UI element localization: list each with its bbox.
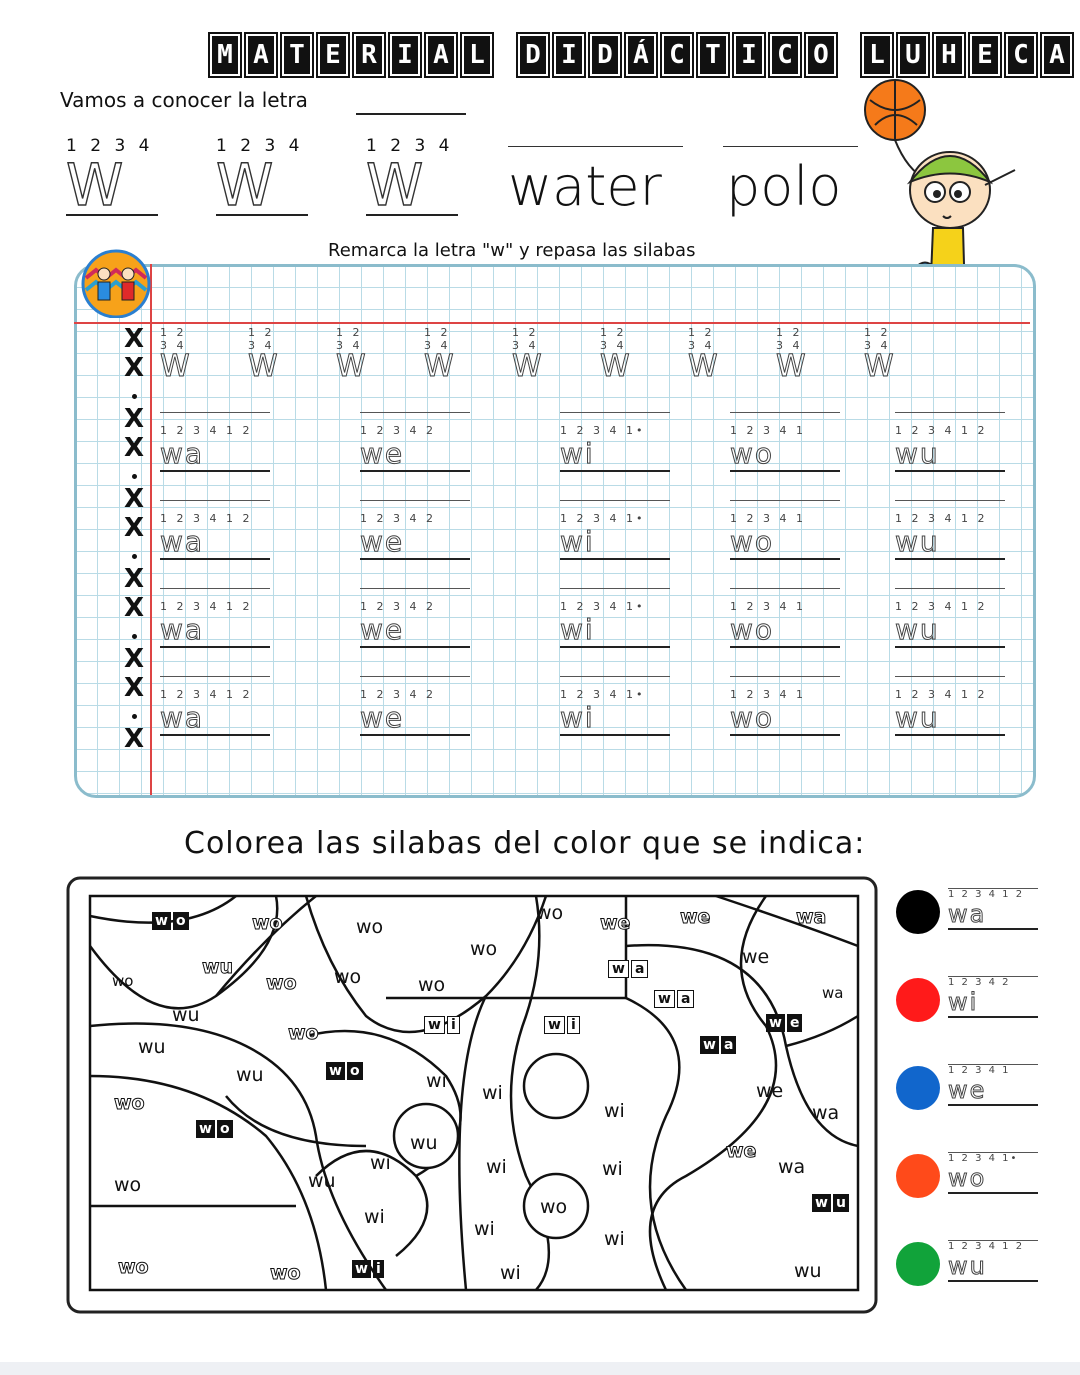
title-letter: M bbox=[210, 34, 240, 76]
row-x: X bbox=[124, 644, 145, 674]
stroke-numbers: 1 2 3 4 1 2 bbox=[160, 600, 253, 613]
stroke-numbers: 1 2 3 4 bbox=[366, 136, 454, 156]
boxed-letter: w bbox=[766, 1014, 785, 1032]
coloring-syllable: wi bbox=[604, 1228, 625, 1250]
trace-syllable: wu bbox=[895, 437, 1005, 472]
row-dot bbox=[132, 714, 137, 719]
title-letter: C bbox=[1006, 34, 1036, 76]
stroke-numbers: 1 2 3 4 bbox=[66, 136, 154, 156]
trace-w-2 bbox=[216, 136, 308, 219]
coloring-syllable: we bbox=[726, 1140, 757, 1162]
legend-syllable bbox=[948, 1240, 1038, 1282]
answer-line bbox=[356, 113, 466, 115]
coloring-syllable: wi bbox=[482, 1082, 503, 1104]
legend-syllable bbox=[948, 1064, 1038, 1106]
title-letter: T bbox=[282, 34, 312, 76]
boxed-syllable bbox=[424, 1016, 460, 1034]
title-letter: U bbox=[898, 34, 928, 76]
boxed-letter: u bbox=[833, 1194, 849, 1212]
guide-line bbox=[560, 500, 670, 501]
stroke-numbers: 1 2 3 4 1 bbox=[730, 424, 806, 437]
trace-letter: W bbox=[864, 349, 894, 384]
row-x: X bbox=[124, 724, 145, 754]
boxed-letter: w bbox=[352, 1260, 371, 1278]
coloring-syllable: wi bbox=[500, 1262, 521, 1284]
trace-syllable: we bbox=[360, 613, 470, 648]
syllable-trace-cell bbox=[895, 410, 1005, 472]
boxed-letter: i bbox=[567, 1016, 580, 1034]
syllable-trace-cell bbox=[895, 586, 1005, 648]
boxed-syllable bbox=[152, 912, 189, 930]
legend-trace-syllable: wa bbox=[948, 900, 1038, 930]
boxed-letter: i bbox=[373, 1260, 384, 1278]
stroke-numbers: 1 2 3 4 bbox=[776, 326, 803, 352]
guide-line bbox=[360, 588, 470, 589]
intro-text: Vamos a conocer la letra bbox=[60, 88, 308, 112]
title-letter: I bbox=[554, 34, 584, 76]
guide-line bbox=[360, 676, 470, 677]
syllable-trace-cell bbox=[730, 410, 840, 472]
w-trace-cell bbox=[776, 326, 806, 382]
stroke-numbers: 1 2 3 4 1 bbox=[730, 688, 806, 701]
boxed-syllable bbox=[326, 1062, 363, 1080]
kids-logo bbox=[76, 248, 156, 318]
trace-syllable: wo bbox=[730, 701, 840, 736]
syllable-trace-cell bbox=[560, 674, 670, 736]
syllable-trace-cell bbox=[560, 498, 670, 560]
title-letter: E bbox=[970, 34, 1000, 76]
coloring-syllable: we bbox=[680, 906, 711, 928]
trace-w-3 bbox=[366, 136, 458, 219]
trace-syllable: we bbox=[360, 437, 470, 472]
syllable-trace-cell bbox=[730, 674, 840, 736]
legend-syllable bbox=[948, 976, 1038, 1018]
coloring-syllable: wo bbox=[114, 1092, 145, 1114]
guide-line bbox=[160, 500, 270, 501]
boxed-syllable bbox=[812, 1194, 849, 1212]
stroke-numbers: 1 2 3 4 1• bbox=[560, 600, 646, 613]
stroke-numbers: 1 2 3 4 1 bbox=[948, 1065, 1011, 1076]
trace-syllable: wi bbox=[560, 613, 670, 648]
page-footer-bar bbox=[0, 1362, 1080, 1375]
coloring-syllable: wo bbox=[266, 972, 297, 994]
trace-syllable: wa bbox=[160, 525, 270, 560]
trace-letter: W bbox=[688, 349, 718, 384]
title-letter: C bbox=[770, 34, 800, 76]
trace-letter: W bbox=[336, 349, 366, 384]
stroke-numbers: 1 2 3 4 1 bbox=[730, 512, 806, 525]
trace-syllable: wa bbox=[160, 701, 270, 736]
boxed-syllable bbox=[608, 960, 648, 978]
coloring-syllable: wi bbox=[426, 1070, 447, 1092]
coloring-syllable: wi bbox=[370, 1152, 391, 1174]
stroke-numbers: 1 2 3 4 2 bbox=[360, 424, 436, 437]
row-x: X bbox=[124, 564, 145, 594]
row-dot bbox=[132, 634, 137, 639]
coloring-syllable: wa bbox=[822, 984, 844, 1002]
coloring-syllable: we bbox=[600, 912, 631, 934]
syllable-trace-cell bbox=[560, 586, 670, 648]
trace-syllable: wa bbox=[160, 437, 270, 472]
title-letter: D bbox=[590, 34, 620, 76]
coloring-syllable: wu bbox=[410, 1132, 438, 1154]
boxed-letter: w bbox=[812, 1194, 831, 1212]
coloring-syllable: wi bbox=[604, 1100, 625, 1122]
title-letter: O bbox=[806, 34, 836, 76]
title-letter: E bbox=[318, 34, 348, 76]
trace-letter: W bbox=[600, 349, 630, 384]
boxed-letter: w bbox=[196, 1120, 215, 1138]
stroke-numbers: 1 2 3 4 bbox=[600, 326, 627, 352]
stroke-numbers: 1 2 3 4 2 bbox=[360, 688, 436, 701]
boxed-letter: w bbox=[700, 1036, 719, 1054]
trace-letter: W bbox=[366, 156, 458, 216]
trace-letter: W bbox=[512, 349, 542, 384]
stroke-numbers: 1 2 3 4 1• bbox=[560, 512, 646, 525]
guide-line bbox=[560, 412, 670, 413]
trace-syllable: wo bbox=[730, 525, 840, 560]
boxed-letter: a bbox=[631, 960, 648, 978]
stroke-numbers: 1 2 3 4 2 bbox=[360, 512, 436, 525]
coloring-syllable: wo bbox=[470, 938, 498, 960]
boxed-letter: o bbox=[347, 1062, 363, 1080]
guide-line bbox=[730, 676, 840, 677]
title-letter: Á bbox=[626, 34, 656, 76]
boxed-letter: w bbox=[544, 1016, 565, 1034]
coloring-syllable: wo bbox=[356, 916, 384, 938]
stroke-numbers: 1 2 3 4 1 2 bbox=[895, 424, 988, 437]
boxed-syllable bbox=[196, 1120, 233, 1138]
coloring-syllable: wo bbox=[540, 1196, 568, 1218]
coloring-syllable: wi bbox=[474, 1218, 495, 1240]
coloring-syllable: wa bbox=[778, 1156, 806, 1178]
row-x: X bbox=[124, 404, 145, 434]
syllable-trace-cell bbox=[160, 410, 270, 472]
trace-syllable: wi bbox=[560, 525, 670, 560]
guide-line bbox=[895, 412, 1005, 413]
trace-w-1 bbox=[66, 136, 158, 219]
syllable-trace-cell bbox=[160, 498, 270, 560]
coloring-syllable: wo bbox=[114, 1174, 142, 1196]
stroke-numbers: 1 2 3 4 bbox=[512, 326, 539, 352]
boxed-letter: w bbox=[654, 990, 675, 1008]
legend-trace-syllable: we bbox=[948, 1076, 1038, 1106]
w-trace-cell bbox=[336, 326, 366, 382]
guide-line bbox=[560, 588, 670, 589]
guide-line bbox=[160, 588, 270, 589]
stroke-numbers: 1 2 3 4 1 2 bbox=[160, 512, 253, 525]
coloring-syllable: wo bbox=[270, 1262, 301, 1284]
legend-syllable bbox=[948, 1152, 1038, 1194]
guide-line bbox=[360, 500, 470, 501]
boxed-syllable bbox=[700, 1036, 736, 1054]
margin-line bbox=[150, 264, 152, 795]
stroke-numbers: 1 2 3 4 bbox=[248, 326, 275, 352]
boxed-letter: o bbox=[217, 1120, 233, 1138]
guide-line bbox=[895, 500, 1005, 501]
stroke-numbers: 1 2 3 4 2 bbox=[948, 977, 1011, 988]
legend-color-dot bbox=[896, 1242, 940, 1286]
coloring-syllable: wa bbox=[812, 1102, 840, 1124]
coloring-syllable: wu bbox=[172, 1004, 200, 1026]
row-x: X bbox=[124, 324, 145, 354]
trace-instruction: Remarca la letra "w" y repasa las silabas bbox=[328, 240, 696, 261]
coloring-syllable: we bbox=[742, 946, 770, 968]
title-letter: R bbox=[354, 34, 384, 76]
boxed-letter: e bbox=[787, 1014, 803, 1032]
trace-syllable: wi bbox=[560, 437, 670, 472]
boxed-letter: a bbox=[677, 990, 694, 1008]
trace-syllable: wu bbox=[895, 613, 1005, 648]
trace-letter: W bbox=[160, 349, 190, 384]
stroke-numbers: 1 2 3 4 bbox=[216, 136, 304, 156]
legend-trace-syllable: wo bbox=[948, 1164, 1038, 1194]
w-trace-cell bbox=[600, 326, 630, 382]
guide-line bbox=[560, 676, 670, 677]
title-letter: L bbox=[462, 34, 492, 76]
syllable-trace-cell bbox=[360, 410, 470, 472]
guide-line bbox=[160, 412, 270, 413]
trace-syllable: wo bbox=[730, 437, 840, 472]
trace-letter: W bbox=[66, 156, 158, 216]
w-trace-cell bbox=[864, 326, 894, 382]
syllable-trace-cell bbox=[895, 498, 1005, 560]
boxed-letter: w bbox=[326, 1062, 345, 1080]
stroke-numbers: 1 2 3 4 1 2 bbox=[160, 424, 253, 437]
legend-color-dot bbox=[896, 890, 940, 934]
coloring-syllable: wo bbox=[536, 902, 564, 924]
guide-line bbox=[730, 500, 840, 501]
boxed-letter: a bbox=[721, 1036, 736, 1054]
title-letter: A bbox=[426, 34, 456, 76]
syllable-trace-cell bbox=[160, 586, 270, 648]
syllable-trace-cell bbox=[730, 498, 840, 560]
trace-letter: W bbox=[216, 156, 308, 216]
coloring-syllable: wo bbox=[112, 972, 134, 990]
stroke-numbers: 1 2 3 4 1 2 bbox=[160, 688, 253, 701]
row-dot bbox=[132, 474, 137, 479]
coloring-syllable: wi bbox=[602, 1158, 623, 1180]
syllable-trace-cell bbox=[360, 674, 470, 736]
stroke-numbers: 1 2 3 4 1• bbox=[948, 1153, 1019, 1164]
title-letter: A bbox=[1042, 34, 1072, 76]
stroke-numbers: 1 2 3 4 bbox=[160, 326, 187, 352]
boxed-syllable bbox=[544, 1016, 580, 1034]
syllable-trace-cell bbox=[360, 586, 470, 648]
title-letter: I bbox=[734, 34, 764, 76]
stroke-numbers: 1 2 3 4 1• bbox=[560, 424, 646, 437]
syllable-trace-cell bbox=[560, 410, 670, 472]
boxed-letter: o bbox=[173, 912, 189, 930]
w-trace-cell bbox=[512, 326, 542, 382]
syllable-trace-cell bbox=[730, 586, 840, 648]
row-x: X bbox=[124, 353, 145, 383]
coloring-syllable: wo bbox=[334, 966, 362, 988]
stroke-numbers: 1 2 3 4 1• bbox=[560, 688, 646, 701]
coloring-syllable: wi bbox=[486, 1156, 507, 1178]
w-trace-cell bbox=[248, 326, 278, 382]
stroke-numbers: 1 2 3 4 bbox=[336, 326, 363, 352]
coloring-syllable: wo bbox=[118, 1256, 149, 1278]
coloring-instruction: Colorea las silabas del color que se indica: bbox=[184, 826, 866, 861]
row-x: X bbox=[124, 673, 145, 703]
guide-line bbox=[730, 588, 840, 589]
legend-color-dot bbox=[896, 1066, 940, 1110]
title-letter: C bbox=[662, 34, 692, 76]
row-x: X bbox=[124, 484, 145, 514]
title-letter: A bbox=[246, 34, 276, 76]
syllable-trace-cell bbox=[895, 674, 1005, 736]
boxed-syllable bbox=[654, 990, 694, 1008]
title-letter: L bbox=[862, 34, 892, 76]
trace-syllable: wu bbox=[895, 525, 1005, 560]
title-letter: I bbox=[390, 34, 420, 76]
stroke-numbers: 1 2 3 4 1 bbox=[730, 600, 806, 613]
coloring-syllable: wu bbox=[236, 1064, 264, 1086]
stroke-numbers: 1 2 3 4 1 2 bbox=[895, 512, 988, 525]
coloring-syllable: we bbox=[756, 1080, 784, 1102]
guide-line bbox=[160, 676, 270, 677]
row-x: X bbox=[124, 593, 145, 623]
guide-line bbox=[360, 412, 470, 413]
boxed-letter: w bbox=[608, 960, 629, 978]
row-dot bbox=[132, 554, 137, 559]
trace-syllable: wa bbox=[160, 613, 270, 648]
stroke-numbers: 1 2 3 4 bbox=[864, 326, 891, 352]
stroke-numbers: 1 2 3 4 1 2 bbox=[948, 889, 1025, 900]
legend-color-dot bbox=[896, 1154, 940, 1198]
header-line bbox=[74, 322, 1030, 324]
coloring-syllable: wu bbox=[308, 1170, 336, 1192]
syllable-trace-cell bbox=[360, 498, 470, 560]
trace-syllable: wu bbox=[895, 701, 1005, 736]
coloring-syllable: wu bbox=[794, 1260, 822, 1282]
word-polo: polo bbox=[726, 155, 842, 218]
word-water: water bbox=[508, 155, 662, 218]
coloring-syllable: wu bbox=[202, 956, 234, 978]
stroke-numbers: 1 2 3 4 2 bbox=[360, 600, 436, 613]
trace-syllable: wi bbox=[560, 701, 670, 736]
trace-letter: W bbox=[776, 349, 806, 384]
legend-trace-syllable: wu bbox=[948, 1252, 1038, 1282]
row-x: X bbox=[124, 513, 145, 543]
boxed-syllable bbox=[766, 1014, 802, 1032]
boxed-letter: i bbox=[447, 1016, 460, 1034]
coloring-syllable: wo bbox=[252, 912, 283, 934]
trace-letter: W bbox=[248, 349, 278, 384]
coloring-syllable: wa bbox=[796, 906, 827, 928]
legend-trace-syllable: wi bbox=[948, 988, 1038, 1018]
guide-line bbox=[730, 412, 840, 413]
title-letter: H bbox=[934, 34, 964, 76]
trace-syllable: we bbox=[360, 525, 470, 560]
guide-line bbox=[895, 676, 1005, 677]
trace-letter: W bbox=[424, 349, 454, 384]
stroke-numbers: 1 2 3 4 bbox=[688, 326, 715, 352]
word-guide-line bbox=[723, 146, 858, 147]
w-trace-cell bbox=[424, 326, 454, 382]
row-dot bbox=[132, 394, 137, 399]
stroke-numbers: 1 2 3 4 bbox=[424, 326, 451, 352]
coloring-syllable: wo bbox=[418, 974, 446, 996]
w-trace-cell bbox=[688, 326, 718, 382]
boxed-syllable bbox=[352, 1260, 384, 1278]
stroke-numbers: 1 2 3 4 1 2 bbox=[948, 1241, 1025, 1252]
legend-syllable bbox=[948, 888, 1038, 930]
stroke-numbers: 1 2 3 4 1 2 bbox=[895, 600, 988, 613]
row-x: X bbox=[124, 433, 145, 463]
legend-color-dot bbox=[896, 978, 940, 1022]
title-letter: T bbox=[698, 34, 728, 76]
word-guide-line bbox=[508, 146, 683, 147]
stroke-numbers: 1 2 3 4 1 2 bbox=[895, 688, 988, 701]
coloring-syllable: wo bbox=[288, 1022, 319, 1044]
coloring-syllable: wi bbox=[364, 1206, 385, 1228]
trace-syllable: wo bbox=[730, 613, 840, 648]
boxed-letter: w bbox=[424, 1016, 445, 1034]
guide-line bbox=[895, 588, 1005, 589]
coloring-syllable: wu bbox=[138, 1036, 166, 1058]
boxed-letter: w bbox=[152, 912, 171, 930]
title-letter: D bbox=[518, 34, 548, 76]
syllable-trace-cell bbox=[160, 674, 270, 736]
w-trace-cell bbox=[160, 326, 190, 382]
trace-syllable: we bbox=[360, 701, 470, 736]
